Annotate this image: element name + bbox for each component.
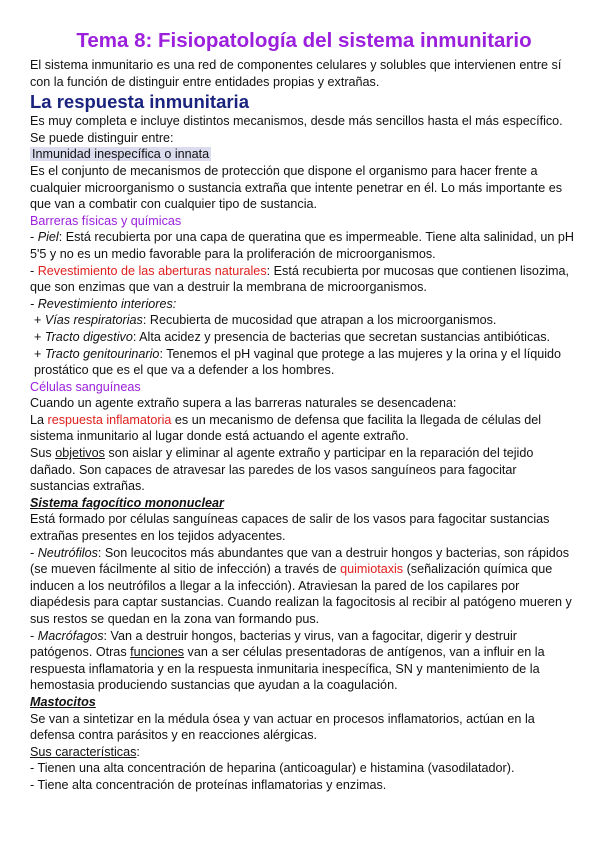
skin-term: Piel: [37, 230, 59, 245]
phagocytic-description: Está formado por células sanguíneas capaces de salir de los vasos para fagocitar sustancias extrañas presentes en los tejidos adyacentes.: [30, 512, 550, 544]
plus-bullet: +: [34, 346, 45, 361]
bullet: -: [30, 230, 38, 245]
phagocytic-heading: Sistema fagocítico mononuclear: [30, 495, 224, 510]
genitourinary-term: Tracto genitourinario: [44, 346, 160, 361]
innate-heading-line: [30, 146, 578, 163]
skin-text: : Está recubierta por una capa de queratina que es impermeable. Tiene alta salinidad, un pH 5'5 y no es un medio favorable para la proliferación de microorganismos.: [30, 230, 574, 261]
section-intro: Es muy completa e incluye distintos mecanismos, desde más sencillos hasta el más específico. Se puede distinguir entre:: [30, 114, 563, 145]
blood-cells-intro: Cuando un agente extraño supera a las barreras naturales se desencadena:: [30, 396, 457, 411]
bullet: -: [30, 263, 38, 278]
text: van a ser células presentadoras de antígenos, van a influir en la respuesta inflamatoria y en la respuesta inmunitaria inespecífica, SN y mantenimiento de la hemostasia produciendo sustancias que ayudan a la coagulación.: [30, 645, 545, 693]
text: (señalización química que inducen a los neutrófilos a llegar a la infección). Atraviesan la pared de los capilares por diapédesis para captar sustancias. Cuando realizan la fagocitosis al recibir al patógeno mueren y sus restos se quedan en la zona van formando pus.: [30, 562, 572, 626]
innate-heading: Inmunidad inespecífica o innata: [32, 147, 210, 162]
document-page: [30, 30, 578, 794]
characteristics-heading-line: [30, 744, 578, 761]
plus-bullet: +: [34, 313, 45, 328]
digestive-term: Tracto digestivo: [44, 329, 133, 344]
bullet: -: [30, 545, 38, 560]
neutrophils-term: Neutrófilos: [37, 545, 98, 560]
respiratory-text: : Recubierta de mucosidad que atrapan a los microorganismos.: [142, 313, 497, 328]
objectives-term: objetivos: [55, 446, 105, 461]
openings-term: Revestimiento de las aberturas naturales: [37, 263, 267, 278]
barrier-interiors: - Revestimiento interiores:: [30, 296, 177, 311]
characteristic-item: - Tiene alta concentración de proteínas inflamatorias y enzimas.: [30, 777, 387, 792]
bullet: -: [30, 628, 38, 643]
characteristics-heading: Sus características: [30, 744, 137, 759]
text: Sus: [30, 446, 56, 461]
digestive-text: : Alta acidez y presencia de bacterias que secretan sustancias antibióticas.: [132, 329, 551, 344]
objectives-paragraph: [30, 445, 578, 495]
mast-cells-description: Se van a sintetizar en la médula ósea y van actuar en procesos inflamatorios, actúan en la defensa contra parásitos y en reacciones alérgicas.: [30, 711, 535, 743]
inflammatory-text: es un mecanismo de defensa que facilita la llegada de células del sistema inmunitario al lugar donde está actuando el agente extraño.: [30, 412, 542, 444]
plus-bullet: +: [34, 329, 45, 344]
intro-paragraph: El sistema inmunitario es una red de componentes celulares y solubles que intervienen entre sí con la función de distinguir entre entidades propias y extrañas.: [30, 58, 562, 89]
section-heading: La respuesta inmunitaria: [30, 91, 249, 113]
openings-text: : Está recubierta por mucosas que contienen lisozima, que son enzimas que van a destruir la membrana de microorganismos.: [30, 263, 570, 295]
inflammatory-term: respuesta inflamatoria: [47, 412, 172, 427]
macrophages-paragraph: [30, 628, 578, 694]
inflammatory-response: [30, 412, 578, 445]
innate-description: Es el conjunto de mecanismos de protección que dispone el organismo para hacer frente a cualquier microorganismo o sustancia extraña que intente penetrar en él. Lo más importante es que van a combatir con cualquier tipo de sustancia.: [30, 163, 563, 212]
mast-cells-heading: Mastocitos: [30, 694, 96, 709]
genitourinary-text: : Tenemos el pH vaginal que protege a las mujeres y la orina y el líquido prostático que es el que va a defender a los hombres.: [34, 346, 562, 378]
respiratory-term: Vías respiratorias: [44, 313, 143, 328]
text: : Van a destruir hongos, bacterias y virus, van a fagocitar, digerir y destruir patógenos. Otras: [30, 628, 517, 660]
text: : Son leucocitos más abundantes que van a destruir hongos y bacterias, son rápidos (se mueven fácilmente al sitio de infección) a través de: [30, 545, 570, 577]
objectives-text: son aislar y eliminar al agente extraño y participar en la reparación del tejido dañado. Son capaces de atravesar las paredes de los vasos sanguíneos para fagocitar sustancias extrañas.: [30, 446, 534, 494]
chemotaxis-term: quimiotaxis: [340, 562, 404, 577]
text: :: [136, 744, 140, 759]
barrier-skin: [30, 229, 578, 262]
blood-cells-heading: Células sanguíneas: [30, 379, 141, 394]
barrier-respiratory: [30, 312, 578, 329]
functions-term: funciones: [130, 645, 185, 660]
text: La: [30, 412, 48, 427]
barriers-heading: Barreras físicas y químicas: [30, 213, 182, 228]
barrier-openings: [30, 263, 578, 296]
page-title: Tema 8: Fisiopatología del sistema inmunitario: [76, 29, 532, 52]
barrier-genitourinary: [30, 346, 578, 379]
neutrophils-paragraph: [30, 545, 578, 628]
barrier-digestive: [30, 329, 578, 346]
characteristic-item: - Tienen una alta concentración de heparina (anticoagular) e histamina (vasodilatador).: [30, 761, 515, 776]
macrophages-term: Macrófagos: [37, 628, 104, 643]
